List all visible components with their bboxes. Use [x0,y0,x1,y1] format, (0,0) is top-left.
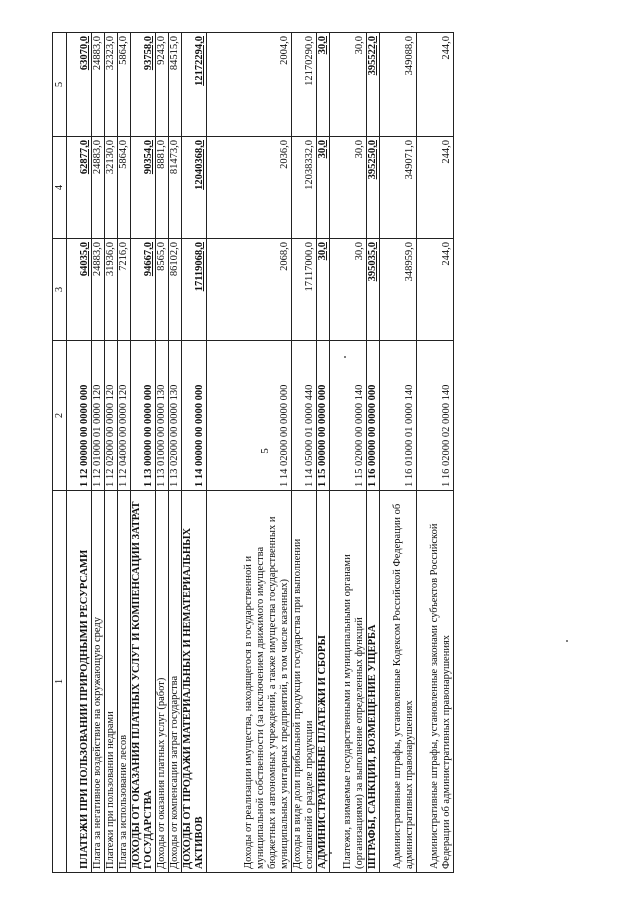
budget-code: 1 13 00000 00 0000 000 [131,341,156,491]
column-number: 3 [53,239,67,341]
row-name: ПЛАТЕЖИ ПРИ ПОЛЬЗОВАНИИ ПРИРОДНЫМИ РЕСУРСАМИ [67,491,92,873]
value-col3: 17117000,0 [292,239,317,341]
value-col5: 93758,0 [131,33,156,137]
row-name: Платежи при пользовании недрами [105,491,118,873]
value-col5: 30,0 [330,33,367,137]
row-name: Платежи, взимаемые государственными и муниципальными органами (организациями) за выполнение определенных функций [330,491,367,873]
value-col4: 12038332,0 [292,137,317,239]
row-name: ДОХОДЫ ОТ ОКАЗАНИЯ ПЛАТНЫХ УСЛУГ И КОМПЕНСАЦИИ ЗАТРАТ ГОСУДАРСТВА [131,491,156,873]
table-row [118,33,131,873]
table-row [417,33,454,873]
table-body [67,33,454,873]
row-name: Доходы в виде доли прибыльной продукции государства при выполнении соглашений о разделе продукции [292,491,317,873]
value-col4: 395250,0 [367,137,380,239]
value-col4: 30,0 [317,137,330,239]
table-row [92,33,105,873]
budget-code: 1 16 01000 01 0000 140 [380,341,417,491]
budget-code: 1 12 01000 01 0000 120 [92,341,105,491]
value-col3: 24883,0 [92,239,105,341]
budget-code: 1 16 02000 02 0000 140 [417,341,454,491]
value-col4: 12040368,0 [182,137,207,239]
value-col3: 244,0 [417,239,454,341]
column-number: 1 [53,491,67,873]
value-col5: 12172294,0 [182,33,207,137]
rotated-table-frame [52,33,452,873]
budget-code: 1 14 02000 00 0000 000 [207,341,292,491]
revenue-table [52,32,454,873]
value-col4: 90354,0 [131,137,156,239]
row-name: ДОХОДЫ ОТ ПРОДАЖИ МАТЕРИАЛЬНЫХ И НЕМАТЕРИАЛЬНЫХ АКТИВОВ [182,491,207,873]
value-col5: 5864,0 [118,33,131,137]
value-col3: 94667,0 [131,239,156,341]
value-col5: 9243,0 [156,33,169,137]
value-col3: 395035,0 [367,239,380,341]
value-col5: 244,0 [417,33,454,137]
table-row [380,33,417,873]
row-name: Плата за использование лесов [118,491,131,873]
value-col4: 349071,0 [380,137,417,239]
budget-code: 1 15 00000 00 0000 000 [317,341,330,491]
budget-code: 1 15 02000 00 0000 140 [330,341,367,491]
value-col4: 8881,0 [156,137,169,239]
table-row [169,33,182,873]
value-col3: 348959,0 [380,239,417,341]
table-row [317,33,330,873]
row-name: Плата за негативное воздействие на окружающую среду [92,491,105,873]
value-col4: 62877,0 [67,137,92,239]
table-row [330,33,367,873]
table-row [207,33,292,873]
column-number: 5 [53,33,67,137]
value-col3: 64035,0 [67,239,92,341]
table-row [367,33,380,873]
value-col4: 24883,0 [92,137,105,239]
value-col3: 30,0 [317,239,330,341]
table-row [292,33,317,873]
budget-code: 1 12 04000 00 0000 120 [118,341,131,491]
value-col4: 2036,0 [207,137,292,239]
value-col3: 31936,0 [105,239,118,341]
value-col5: 63070,0 [67,33,92,137]
table-row [131,33,156,873]
value-col5: 395522,0 [367,33,380,137]
value-col5: 349088,0 [380,33,417,137]
row-name: Доходы от оказания платных услуг (работ) [156,491,169,873]
value-col3: 86102,0 [169,239,182,341]
value-col5: 32323,0 [105,33,118,137]
budget-code: 1 12 02000 00 0000 120 [105,341,118,491]
value-col5: 30,0 [317,33,330,137]
value-col3: 7216,0 [118,239,131,341]
row-name: Доходы от реализации имущества, находящегося в государственной и муниципальной собственности (за исключением движимого имущества бюджетных и автономных учреждений, а также имущества государственных и муниципальных унитарных предприятий, в том числе казенных) [207,491,292,873]
column-number: 4 [53,137,67,239]
budget-code: 1 16 00000 00 0000 000 [367,341,380,491]
value-col4: 81473,0 [169,137,182,239]
value-col3: 2068,0 [207,239,292,341]
row-name: Административные штрафы, установленные законами субъектов Российской Федерации об административных правонарушениях [417,491,454,873]
scan-speck [566,640,568,642]
column-number: 2 [53,341,67,491]
row-name: Административные штрафы, установленные Кодексом Российской Федерации об административных правонарушениях [380,491,417,873]
value-col5: 24883,0 [92,33,105,137]
column-number-row [53,33,67,873]
budget-code: 1 14 05000 01 0000 440 [292,341,317,491]
table-row [67,33,92,873]
value-col5: 84515,0 [169,33,182,137]
table-row [182,33,207,873]
value-col3: 17119068,0 [182,239,207,341]
value-col5: 12170290,0 [292,33,317,137]
row-name: АДМИНИСТРАТИВНЫЕ ПЛАТЕЖИ И СБОРЫ [317,491,330,873]
budget-code: 1 14 00000 00 0000 000 [182,341,207,491]
page-number: 5 [258,448,271,454]
budget-code: 1 13 02000 00 0000 130 [169,341,182,491]
value-col4: 5864,0 [118,137,131,239]
value-col3: 8565,0 [156,239,169,341]
budget-code: 1 12 00000 00 0000 000 [67,341,92,491]
row-name: ШТРАФЫ, САНКЦИИ, ВОЗМЕЩЕНИЕ УЩЕРБА [367,491,380,873]
value-col4: 244,0 [417,137,454,239]
value-col4: 32130,0 [105,137,118,239]
value-col5: 2004,0 [207,33,292,137]
value-col3: 30,0 [330,239,367,341]
value-col4: 30,0 [330,137,367,239]
table-row [156,33,169,873]
table-row [105,33,118,873]
row-name: Доходы от компенсации затрат государства [169,491,182,873]
budget-code: 1 13 01000 00 0000 130 [156,341,169,491]
